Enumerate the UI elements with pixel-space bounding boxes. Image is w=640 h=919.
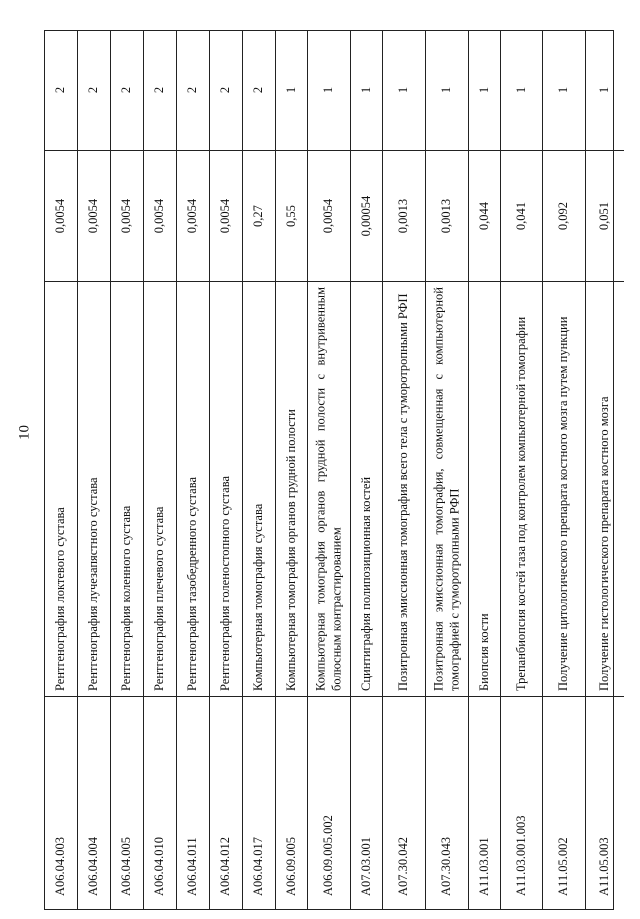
service-name-text: Позитронная эмиссионная томография всего тела с туморотропными РФП (396, 293, 411, 692)
service-name-text: Компьютерная томография сустава (251, 504, 266, 692)
count-text: 2 (185, 87, 200, 94)
count-cell (276, 31, 307, 151)
table-row (243, 31, 276, 909)
service-name-cell (308, 282, 350, 697)
service-code-cell (210, 697, 242, 909)
table-row (469, 31, 501, 909)
service-name-text: Биопсия кости (476, 613, 491, 692)
coefficient-text: 0,0054 (321, 198, 336, 234)
coefficient-cell (383, 151, 425, 283)
coefficient-cell (45, 151, 77, 283)
count-cell (351, 31, 382, 151)
coefficient-text: 0,0013 (396, 198, 411, 234)
service-code-text: A07.03.001 (358, 837, 373, 897)
count-cell (501, 31, 542, 151)
service-name-text: Компьютерная томография органов грудной полости с внутривенным болюсным контрастированием (313, 287, 343, 692)
service-code-text: A06.04.012 (218, 837, 233, 897)
count-text: 2 (251, 87, 266, 94)
coefficient-cell (243, 151, 275, 283)
service-code-cell (308, 697, 350, 909)
service-code-text: A06.04.003 (53, 837, 68, 897)
coefficient-cell (586, 151, 624, 283)
service-code-cell (144, 697, 176, 909)
coefficient-cell (469, 151, 500, 283)
table-row (543, 31, 586, 909)
service-name-text: Сцинтиграфия полипозиционная костей (358, 477, 373, 692)
service-name-cell (144, 282, 176, 697)
count-cell (45, 31, 77, 151)
count-text: 1 (321, 87, 336, 94)
coefficient-cell (308, 151, 350, 283)
service-code-cell (543, 697, 585, 909)
coefficient-text: 0,051 (597, 202, 612, 231)
coefficient-cell (78, 151, 110, 283)
count-text: 2 (218, 87, 233, 94)
service-code-text: A11.05.003 (597, 837, 612, 897)
coefficient-cell (351, 151, 382, 283)
count-text: 2 (53, 87, 68, 94)
table-row (351, 31, 383, 909)
service-code-text: A11.03.001.003 (513, 815, 528, 897)
coefficient-cell (276, 151, 307, 283)
table-row (586, 31, 624, 909)
table-row (308, 31, 351, 909)
count-text: 1 (358, 87, 373, 94)
service-name-cell (383, 282, 425, 697)
service-code-cell (45, 697, 77, 909)
service-code-cell (586, 697, 624, 909)
table-row (111, 31, 144, 909)
coefficient-text: 0,0054 (53, 198, 68, 234)
count-cell (543, 31, 585, 151)
coefficient-text: 0,0054 (119, 198, 134, 234)
table-row (501, 31, 543, 909)
service-name-text: Компьютерная томография органов грудной полости (283, 409, 298, 692)
service-code-text: A11.05.002 (556, 837, 571, 897)
count-cell (210, 31, 242, 151)
service-name-cell (501, 282, 542, 697)
count-cell (426, 31, 468, 151)
coefficient-text: 0,0054 (86, 198, 101, 234)
service-name-text: Получение гистологического препарата костного мозга (597, 396, 612, 692)
count-cell (111, 31, 143, 151)
service-code-cell (243, 697, 275, 909)
count-text: 1 (513, 87, 528, 94)
service-code-text: A11.03.001 (476, 837, 491, 897)
coefficient-text: 0,0013 (439, 198, 454, 234)
service-name-text: Получение цитологического препарата костного мозга путем пункции (556, 317, 571, 692)
count-text: 1 (556, 87, 571, 94)
coefficient-text: 0,092 (556, 202, 571, 231)
service-name-cell (177, 282, 209, 697)
table-row (45, 31, 78, 909)
coefficient-cell (543, 151, 585, 283)
service-code-cell (177, 697, 209, 909)
coefficient-cell (177, 151, 209, 283)
service-name-cell (426, 282, 468, 697)
count-cell (243, 31, 275, 151)
service-name-text: Рентгенография коленного сустава (119, 506, 134, 692)
service-name-cell (78, 282, 110, 697)
count-cell (144, 31, 176, 151)
table-row (210, 31, 243, 909)
coefficient-text: 0,27 (251, 205, 266, 228)
service-name-text: Рентгенография тазобедренного сустава (185, 477, 200, 692)
service-name-cell (543, 282, 585, 697)
count-text: 1 (597, 87, 612, 94)
table-row (144, 31, 177, 909)
coefficient-text: 0,041 (513, 202, 528, 231)
page-number: 10 (16, 425, 33, 440)
service-code-cell (501, 697, 542, 909)
service-name-cell (469, 282, 500, 697)
service-code-text: A06.09.005 (283, 837, 298, 897)
count-text: 2 (86, 87, 101, 94)
service-code-cell (383, 697, 425, 909)
count-text: 2 (152, 87, 167, 94)
coefficient-text: 0,0054 (185, 198, 200, 234)
coefficient-cell (501, 151, 542, 283)
count-cell (383, 31, 425, 151)
service-name-text: Рентгенография локтевого сустава (53, 507, 68, 692)
service-code-text: A06.09.005.002 (321, 815, 336, 897)
service-name-text: Рентгенография лучезапястного сустава (86, 477, 101, 692)
table-row (276, 31, 308, 909)
count-text: 1 (476, 87, 491, 94)
table-row (383, 31, 426, 909)
count-cell (308, 31, 350, 151)
service-name-cell (243, 282, 275, 697)
service-code-text: A07.30.043 (439, 837, 454, 897)
service-name-cell (45, 282, 77, 697)
coefficient-cell (144, 151, 176, 283)
coefficient-text: 0,044 (476, 202, 491, 231)
service-code-text: A06.04.004 (86, 837, 101, 897)
table-row (78, 31, 111, 909)
service-code-text: A07.30.042 (396, 837, 411, 897)
coefficient-cell (426, 151, 468, 283)
service-name-text: Рентгенография плечевого сустава (152, 507, 167, 692)
service-code-cell (426, 697, 468, 909)
service-code-text: A06.04.005 (119, 837, 134, 897)
service-name-text: Трепанбиопсия костей таза под контролем компьютерной томографии (513, 317, 528, 692)
coefficient-text: 0,00054 (358, 195, 373, 237)
coefficient-text: 0,55 (283, 205, 298, 228)
service-code-cell (276, 697, 307, 909)
count-cell (78, 31, 110, 151)
count-cell (177, 31, 209, 151)
service-name-cell (351, 282, 382, 697)
service-name-cell (210, 282, 242, 697)
table-row (177, 31, 210, 909)
services-table (44, 30, 614, 910)
service-code-cell (351, 697, 382, 909)
service-code-cell (469, 697, 500, 909)
coefficient-cell (111, 151, 143, 283)
count-text: 2 (119, 87, 134, 94)
count-cell (469, 31, 500, 151)
coefficient-text: 0,0054 (218, 198, 233, 234)
count-cell (586, 31, 624, 151)
service-name-cell (586, 282, 624, 697)
service-code-text: A06.04.017 (251, 837, 266, 897)
coefficient-text: 0,0054 (152, 198, 167, 234)
count-text: 1 (396, 87, 411, 94)
coefficient-cell (210, 151, 242, 283)
table-row (426, 31, 469, 909)
service-code-text: A06.04.011 (185, 837, 200, 897)
service-name-text: Позитронная эмиссионная томография, совмещенная с компьютерной томографией с туморотропными РФП (431, 287, 461, 692)
service-name-text: Рентгенография голеностопного сустава (218, 476, 233, 692)
service-name-cell (111, 282, 143, 697)
service-code-text: A06.04.010 (152, 837, 167, 897)
service-code-cell (78, 697, 110, 909)
count-text: 1 (283, 87, 298, 94)
service-name-cell (276, 282, 307, 697)
count-text: 1 (439, 87, 454, 94)
service-code-cell (111, 697, 143, 909)
